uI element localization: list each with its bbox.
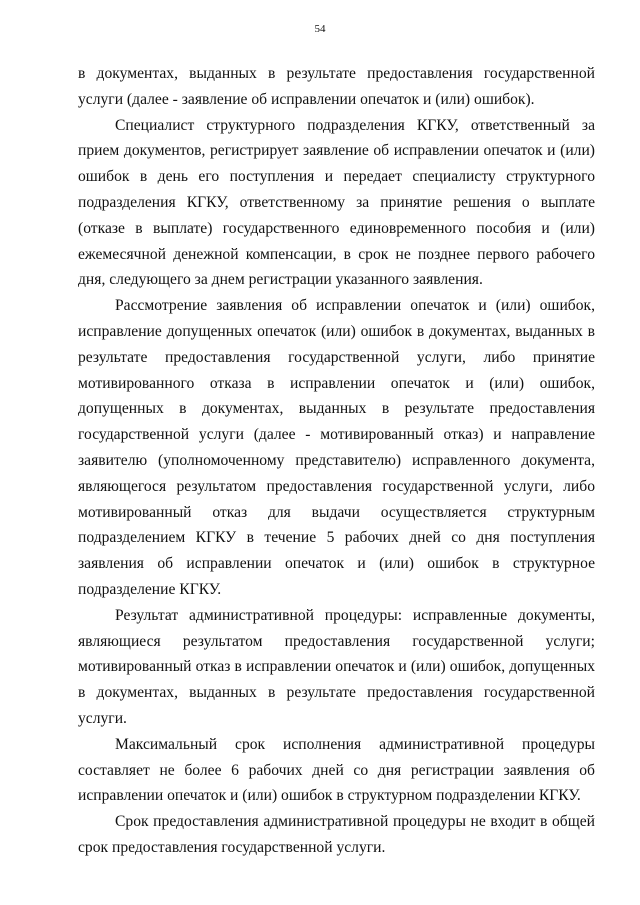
paragraph-review: Рассмотрение заявления об исправлении опечаток и (или) ошибок, исправление допущенных опечаток (или) ошибок в документах, выданных в результате предоставления государственной услуги, либо принятие мотивированного отказа в исправлении опечаток и (или) ошибок, допущенных в документах, выданных в результате предоставления государственной услуги (далее - мотивированный отказ) и направление заявителю (уполномоченному представителю) исправленного документа, являющегося результатом предоставления государственной услуги, либо мотивированный отказ для выдачи осуществляется структурным подразделением КГКУ в течение 5 рабочих дней со дня поступления заявления об исправлении опечаток и (или) ошибок в структурное подразделение КГКУ. [78, 297, 595, 598]
paragraph-max-term: Максимальный срок исполнения административной процедуры составляет не более 6 рабочих дней со дня регистрации заявления об исправлении опечаток и (или) ошибок в структурном подразделении КГКУ. [78, 735, 595, 805]
paragraph-continuation: в документах, выданных в результате предоставления государственной услуги (далее - заявление об исправлении опечаток и (или) ошибок). [78, 65, 595, 108]
page-number: 54 [314, 23, 326, 35]
paragraph-term-note: Срок предоставления административной процедуры не входит в общей срок предоставления государственной услуги. [78, 813, 595, 856]
paragraph-registration: Специалист структурного подразделения КГКУ, ответственный за прием документов, регистрирует заявление об исправлении опечаток и (или) ошибок в день его поступления и передает специалисту структурного подразделения КГКУ, ответственному за принятие решения о выплате (отказе в выплате) государственного единовременного пособия и (или) ежемесячной денежной компенсации, в срок не позднее первого рабочего дня, следующего за днем регистрации указанного заявления. [78, 116, 595, 289]
document-body [78, 61, 595, 861]
paragraph-result: Результат административной процедуры: исправленные документы, являющиеся результатом предоставления государственной услуги; мотивированный отказ в исправлении опечаток и (или) ошибок, допущенных в документах, выданных в результате предоставления государственной услуги. [78, 606, 595, 727]
